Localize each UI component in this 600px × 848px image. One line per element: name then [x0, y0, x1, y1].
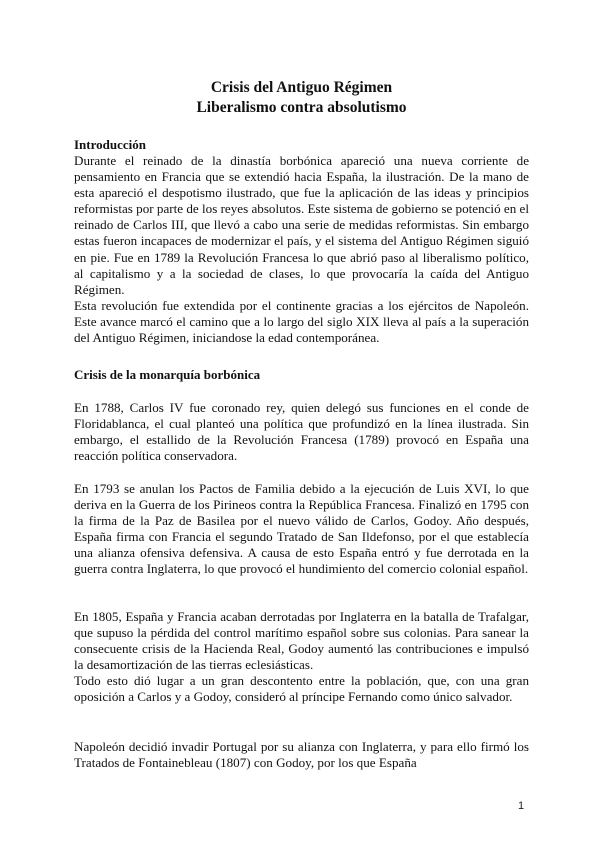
section-body-crisis-monarquia-4: [74, 739, 529, 771]
paragraph: En 1805, España y Francia acaban derrotadas por Inglaterra en la batalla de Trafalgar, que supuso la pérdida del control marítimo español sobre sus colonias. Para sanear la consecuente crisis de la Hacienda Real, Godoy aumentó las contribuciones e impulsó la desamortización de las tierras eclesiásticas.: [74, 609, 529, 673]
section-body-crisis-monarquia-1: [74, 400, 529, 464]
paragraph: Durante el reinado de la dinastía borbónica apareció una nueva corriente de pensamiento en Francia que se extendió hacia España, la ilustración. De la mano de esta apareció el despotismo ilustrado, que fue la aplicación de las ideas y principios reformistas por parte de los reyes absolutos. Este sistema de gobierno se potenció en el reinado de Carlos III, que llevó a cabo una serie de medidas reformistas. Sin embargo estas fueron incapaces de modernizar el país, y el sistema del Antiguo Régimen siguió en pie. Fue en 1789 la Revolución Francesa lo que abrió paso al liberalismo político, al capitalismo y a la sociedad de clases, lo que provocaría la caída del Antiguo Régimen.: [74, 153, 529, 297]
paragraph: Todo esto dió lugar a un gran descontento entre la población, que, con una gran oposición a Carlos y a Godoy, consideró al príncipe Fernando como único salvador.: [74, 673, 529, 705]
section-heading-crisis-monarquia: Crisis de la monarquía borbónica: [74, 367, 261, 382]
page-number: 1: [518, 800, 525, 812]
paragraph: Napoleón decidió invadir Portugal por su alianza con Inglaterra, y para ello firmó los Tratados de Fontainebleau (1807) con Godoy, por los que España: [74, 739, 529, 771]
section-body-crisis-monarquia-3: [74, 609, 529, 706]
section-heading-introduccion: Introducción: [74, 137, 146, 152]
document-subtitle: Liberalismo contra absolutismo: [196, 99, 407, 116]
section-body-crisis-monarquia-2: [74, 481, 529, 578]
section-body-introduccion: [74, 153, 529, 346]
document-title: Crisis del Antiguo Régimen: [210, 79, 393, 96]
paragraph: En 1788, Carlos IV fue coronado rey, quien delegó sus funciones en el conde de Floridablanca, el cual planteó una política que profundizó en la línea ilustrada. Sin embargo, el estallido de la Revolución Francesa (1789) provocó en España una reacción política conservadora.: [74, 400, 529, 464]
paragraph: En 1793 se anulan los Pactos de Familia debido a la ejecución de Luis XVI, lo que deriva en la Guerra de los Pirineos contra la República Francesa. Finalizó en 1795 con la firma de la Paz de Basilea por el nuevo válido de Carlos, Godoy. Año después, España firma con Francia el segundo Tratado de San Ildefonso, por el que establecía una alianza ofensiva defensiva. A causa de esto España entró y fue derrotada en la guerra contra Inglaterra, lo que provocó el hundimiento del comercio colonial español.: [74, 481, 529, 577]
paragraph: Esta revolución fue extendida por el continente gracias a los ejércitos de Napoleón. Este avance marcó el camino que a lo largo del siglo XIX lleva al país a la superación del Antiguo Régimen, iniciandose la edad contemporánea.: [74, 297, 529, 346]
